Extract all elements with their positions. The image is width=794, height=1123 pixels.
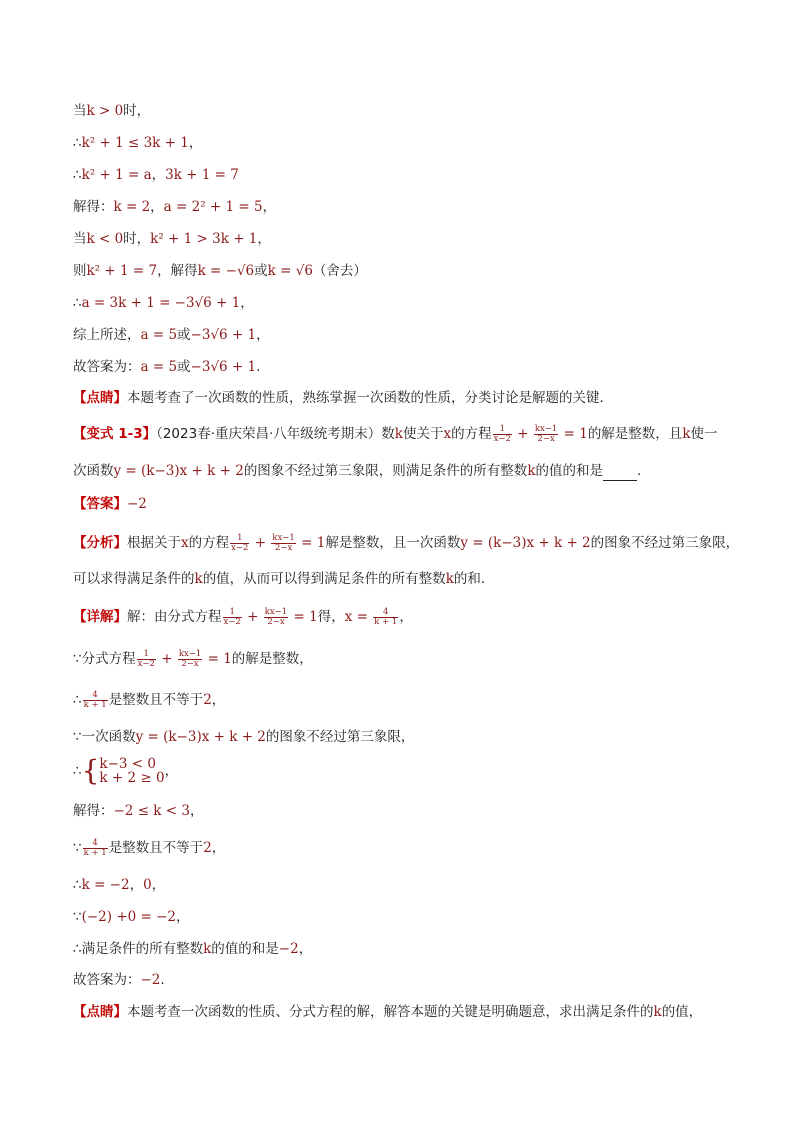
detail-line-3: ∴ $\frac{4}{k + 1}$ 是整数且不等于2， [73,689,226,710]
solution-line-9: 故答案为：a = 5或−3√6 + 1. [73,359,261,375]
variant-problem-line-1: 【变式 1-3】（2023春·重庆荣昌·八年级统考期末）数k使关于x的方程 $\frac{1}{x-2}$ + $\frac{kx-1}{2-x}$ = 1的解是整数，且k使一 [73,423,718,444]
solution-line-4: 解得：k = 2，a = 2² + 1 = 5， [73,199,277,215]
fraction-kx-minus-1-over-2-minus-x: $\frac{kx-1}{2-x}$ [272,532,295,553]
dianjing-note-1: 【点睛】本题考查了一次函数的性质，熟练掌握一次函数的性质，分类讨论是解题的关键． [73,390,613,406]
detail-line-1: 【详解】解：由分式方程 $\frac{1}{x-2}$ + $\frac{kx-1}{2-x}$ = 1得，x = $\frac{4}{k + 1}$ ， [73,606,413,627]
detail-line-8: ∴k = −2，0， [73,877,166,893]
answer-blank [603,466,637,481]
solution-line-7: ∴a = 3k + 1 = −3√6 + 1， [73,295,254,311]
detail-line-4: ∵一次函数y = (k−3)x + k + 2的图象不经过第三象限， [73,729,415,745]
detail-line-6: 解得：−2 ≤ k < 3， [73,803,204,819]
detail-line-2: ∵分式方程 $\frac{1}{x-2}$ + $\frac{kx-1}{2-x}$ = 1的解是整数， [73,648,313,669]
fraction-4-over-k-plus-1: $\frac{4}{k + 1}$ [83,837,107,858]
analysis-line-2: 可以求得满足条件的k的值，从而可以得到满足条件的所有整数k的和． [73,571,495,587]
left-brace: { [81,754,100,787]
answer-line: 【答案】−2 [73,496,147,512]
analysis-line-1: 【分析】根据关于x的方程 $\frac{1}{x-2}$ + $\frac{kx-1}{2-x}$ = 1解是整数，且一次函数y = (k−3)x + k + 2的图象不经过第三象限， [73,532,740,553]
fraction-1-over-x-minus-2: $\frac{1}{x-2}$ [231,532,249,553]
detail-line-5: ∴{ k−3 < 0 k + 2 ≥ 0 ， [73,754,179,787]
fraction-kx-minus-1-over-2-minus-x: $\frac{kx-1}{2-x}$ [178,648,202,669]
fraction-kx-minus-1-over-2-minus-x: $\frac{kx-1}{2-x}$ [534,423,558,444]
solution-line-2: ∴k² + 1 ≤ 3k + 1， [73,135,203,151]
detail-line-10: ∴满足条件的所有整数k的值的和是−2， [73,941,313,957]
fraction-kx-minus-1-over-2-minus-x: $\frac{kx-1}{2-x}$ [264,606,288,627]
solution-line-5: 当k < 0时，k² + 1 > 3k + 1， [73,231,271,247]
fraction-1-over-x-minus-2: $\frac{1}{x-2}$ [493,423,511,444]
inequality-system: k−3 < 0 k + 2 ≥ 0 [99,756,165,786]
fraction-1-over-x-minus-2: $\frac{1}{x-2}$ [223,606,241,627]
fraction-1-over-x-minus-2: $\frac{1}{x-2}$ [137,648,155,669]
detail-line-9: ∵(−2) +0 = −2， [73,909,190,925]
solution-line-6: 则k² + 1 = 7，解得k = −√6或k = √6（舍去） [73,263,367,279]
solution-line-8: 综上所述，a = 5或−3√6 + 1， [73,327,270,343]
detail-line-7: ∵ $\frac{4}{k + 1}$ 是整数且不等于2， [73,837,226,858]
solution-line-1: 当k > 0时， [73,103,151,119]
dianjing-note-2: 【点睛】本题考查一次函数的性质、分式方程的解，解答本题的关键是明确题意，求出满足条件的k的值， [73,1004,703,1020]
fraction-4-over-k-plus-1: $\frac{4}{k + 1}$ [83,689,107,710]
solution-line-3: ∴k² + 1 = a，3k + 1 = 7 [73,167,239,183]
detail-line-11: 故答案为：−2. [73,972,165,988]
fraction-4-over-k-plus-1: $\frac{4}{k + 1}$ [374,606,398,627]
variant-problem-line-2: 次函数y = (k−3)x + k + 2的图象不经过第三象限，则满足条件的所有整数k的值的和是 . [73,463,642,479]
